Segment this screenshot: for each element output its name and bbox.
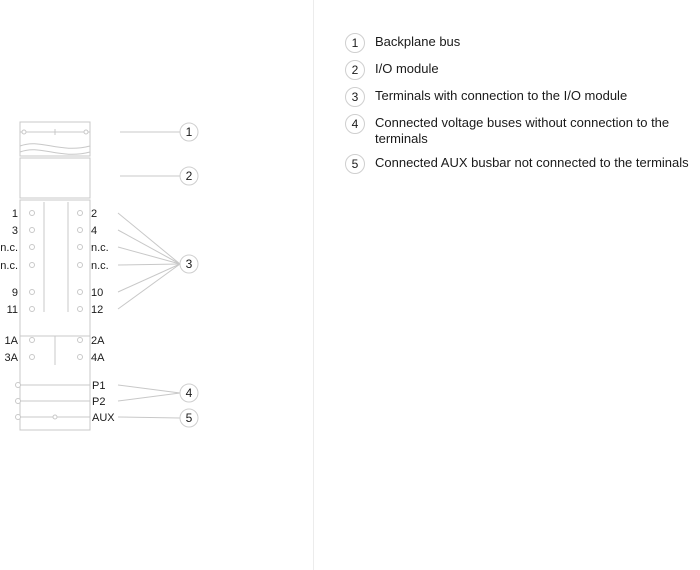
terminal-label: 9	[11, 287, 18, 299]
terminal-label: 3	[11, 225, 18, 237]
backplane-bus-graphic	[20, 122, 90, 156]
callout-1	[180, 123, 198, 141]
terminal-label: 2	[91, 208, 98, 220]
terminal-label: 11	[6, 304, 18, 316]
terminal-label: 2A	[91, 335, 105, 347]
terminal-pins	[16, 211, 83, 420]
legend-text: Terminals with connection to the I/O module	[375, 88, 628, 103]
svg-text:2: 2	[185, 169, 193, 183]
terminal-label: 1	[11, 208, 18, 220]
terminal-label: n.c.	[91, 242, 109, 254]
callout-5	[180, 409, 198, 427]
svg-text:5: 5	[185, 411, 193, 425]
legend-list	[345, 34, 700, 182]
legend-item	[345, 88, 700, 107]
legend-number: 3	[345, 87, 365, 107]
terminal-label: 10	[91, 287, 104, 299]
terminal-label: n.c.	[0, 260, 18, 272]
callout-4	[180, 384, 198, 402]
terminal-label: 1A	[4, 335, 18, 347]
legend-item	[345, 34, 700, 53]
terminal-labels-right	[91, 208, 109, 364]
terminal-label: n.c.	[91, 260, 109, 272]
terminal-label: 4A	[91, 352, 105, 364]
legend-item	[345, 155, 700, 174]
leader-lines	[118, 132, 180, 418]
legend-item	[345, 61, 700, 80]
bus-labels	[92, 380, 115, 424]
legend-number: 2	[345, 60, 365, 80]
terminal-label: 12	[91, 304, 104, 316]
legend-number: 5	[345, 154, 365, 174]
terminal-labels-left	[0, 208, 18, 364]
legend-number: 4	[345, 114, 365, 134]
legend-item	[345, 115, 700, 147]
legend-text: Connected AUX busbar not connected to the terminals	[375, 155, 689, 170]
terminal-label: n.c.	[0, 242, 18, 254]
legend-text: I/O module	[375, 61, 439, 76]
bus-label-p1: P1	[92, 380, 106, 392]
terminal-module-diagram	[0, 0, 313, 570]
callout-3	[180, 255, 198, 273]
terminal-label: 4	[91, 225, 98, 237]
svg-text:3: 3	[185, 257, 193, 271]
svg-text:4: 4	[185, 386, 193, 400]
svg-text:1: 1	[185, 125, 193, 139]
bus-label-aux: AUX	[92, 412, 115, 424]
bus-label-p2: P2	[92, 396, 106, 408]
terminal-label: 3A	[4, 352, 18, 364]
panel-divider	[313, 0, 314, 570]
callout-2	[180, 167, 198, 185]
legend-text: Connected voltage buses without connection to the terminals	[375, 115, 670, 146]
legend-number: 1	[345, 33, 365, 53]
legend-text: Backplane bus	[375, 34, 461, 49]
